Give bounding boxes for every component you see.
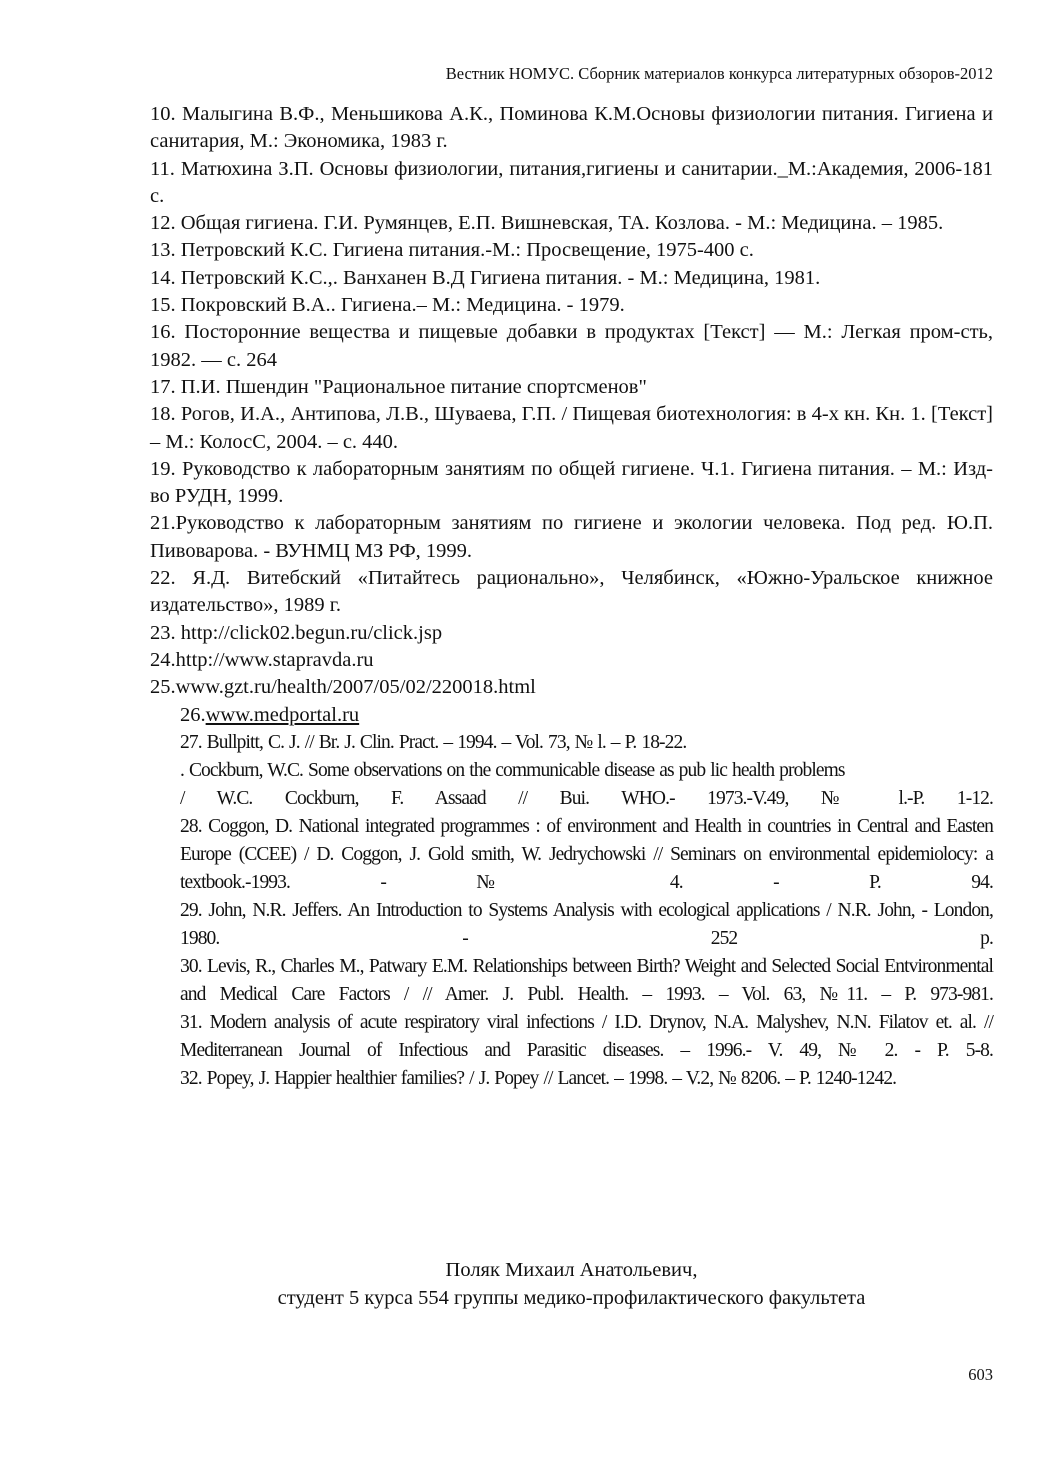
- reference-item: 22. Я.Д. Витебский «Питайтесь рационально», Челябинск, «Южно-Уральское книжное издательство», 1989 г.: [150, 567, 993, 617]
- reference-item: . Cockburn, W.C. Some observations on the communicable disease as pub lic health problems: [180, 759, 845, 781]
- reference-url-item: 24.http://www.stapravda.ru: [150, 648, 374, 671]
- reference-item: / W.C. Cockburn, F. Assaad // Bui. WHO.- 1973.-V.49, № l.-P. 1-12.: [180, 787, 993, 809]
- reference-item: 18. Рогов, И.А., Антипова, Л.В., Шуваева, Г.П. / Пищевая биотехнология: в 4-х кн. Кн. 1. [Текст] – М.: КолосС, 2004. – с. 440.: [150, 403, 993, 453]
- reference-url-item: 25.www.gzt.ru/health/2007/05/02/220018.html: [150, 676, 536, 699]
- medportal-link[interactable]: www.medportal.ru: [205, 703, 360, 726]
- reference-item: 15. Покровский В.А.. Гигиена.– М.: Медицина. - 1979.: [150, 294, 625, 317]
- reference-item: 16. Посторонние вещества и пищевые добавки в продуктах [Текст] — М.: Легкая пром-сть, 1982. — с. 264: [150, 321, 993, 371]
- reference-number: 26.: [180, 703, 206, 726]
- reference-item: 30. Levis, R., Charles M., Patwary E.M. Relationships between Birth? Weight and Selected Social Entvironmental and Medical Care Factors / // Amer. J. Publ. Health. – 1993. – Vol. 63, №11. – P. 973-981.: [180, 955, 993, 1005]
- reference-item-26: [150, 702, 993, 729]
- reference-item: 32. Popey, J. Happier healthier families? / J. Popey // Lancet. – 1998. – V.2, № 8206. – P. 1240-1242.: [180, 1067, 897, 1089]
- reference-item: 21.Руководство к лабораторным занятиям по гигиене и экологии человека. Под ред. Ю.П. Пивоварова. - ВУНМЦ МЗ РФ, 1999.: [150, 512, 993, 562]
- reference-item: 14. Петровский К.С.,. Ванханен В.Д Гигиена питания. - М.: Медицина, 1981.: [150, 266, 821, 289]
- reference-item: 27. Bullpitt, C. J. // Br. J. Clin. Pract. – 1994. – Vol. 73, № l. – P. 18-22.: [180, 731, 687, 753]
- english-reference-block: [150, 729, 993, 1093]
- reference-list: [150, 101, 993, 1093]
- reference-item: 31. Modern analysis of acute respiratory viral infections / I.D. Drynov, N.A. Malyshev, N.N. Filatov et. al. // Mediterranean Journal of Infectious and Parasitic diseases. – 1996.- V. 49, № 2. - P. 5-8.: [180, 1011, 993, 1061]
- reference-item: 12. Общая гигиена. Г.И. Румянцев, Е.П. Вишневская, ТА. Козлова. - М.: Медицина. – 1985.: [150, 212, 944, 235]
- running-header: Вестник НОМУС. Сборник материалов конкурса литературных обзоров-2012: [445, 64, 993, 83]
- page-number: 603: [968, 1365, 993, 1384]
- reference-item: 28. Coggon, D. National integrated programmes : of environment and Health in countries in Central and Easten Europe (CCEE) / D. Coggon, J. Gold smith, W. Jedrychowski // Seminars on environmental epidemiolocy: a textbook.-1993. - № 4. - P. 94.: [180, 815, 993, 893]
- author-name: Поляк Михаил Анатольевич,: [445, 1259, 698, 1281]
- author-signature: [150, 1256, 993, 1312]
- author-position: студент 5 курса 554 группы медико-профилактического факультета: [277, 1287, 866, 1309]
- reference-url-item: 23. http://click02.begun.ru/click.jsp: [150, 621, 443, 644]
- reference-item: 11. Матюхина З.П. Основы физиологии, питания,гигиены и санитарии._М.:Академия, 2006-181 с.: [150, 157, 993, 207]
- reference-item: 19. Руководство к лабораторным занятиям по общей гигиене. Ч.1. Гигиена питания. – М.: Изд-во РУДН, 1999.: [150, 457, 993, 508]
- reference-item: 13. Петровский К.С. Гигиена питания.-М.: Просвещение, 1975-400 с.: [150, 239, 754, 262]
- reference-item: 17. П.И. Пшендин "Рациональное питание спортсменов": [150, 375, 647, 398]
- reference-item: 10. Малыгина В.Ф., Меньшикова А.К., Поминова К.М.Основы физиологии питания. Гигиена и санитария, М.: Экономика, 1983 г.: [150, 103, 993, 153]
- reference-item: 29. John, N.R. Jeffers. An Introduction to Systems Analysis with ecological applications / N.R. John, - London, 1980. - 252 p.: [180, 899, 993, 949]
